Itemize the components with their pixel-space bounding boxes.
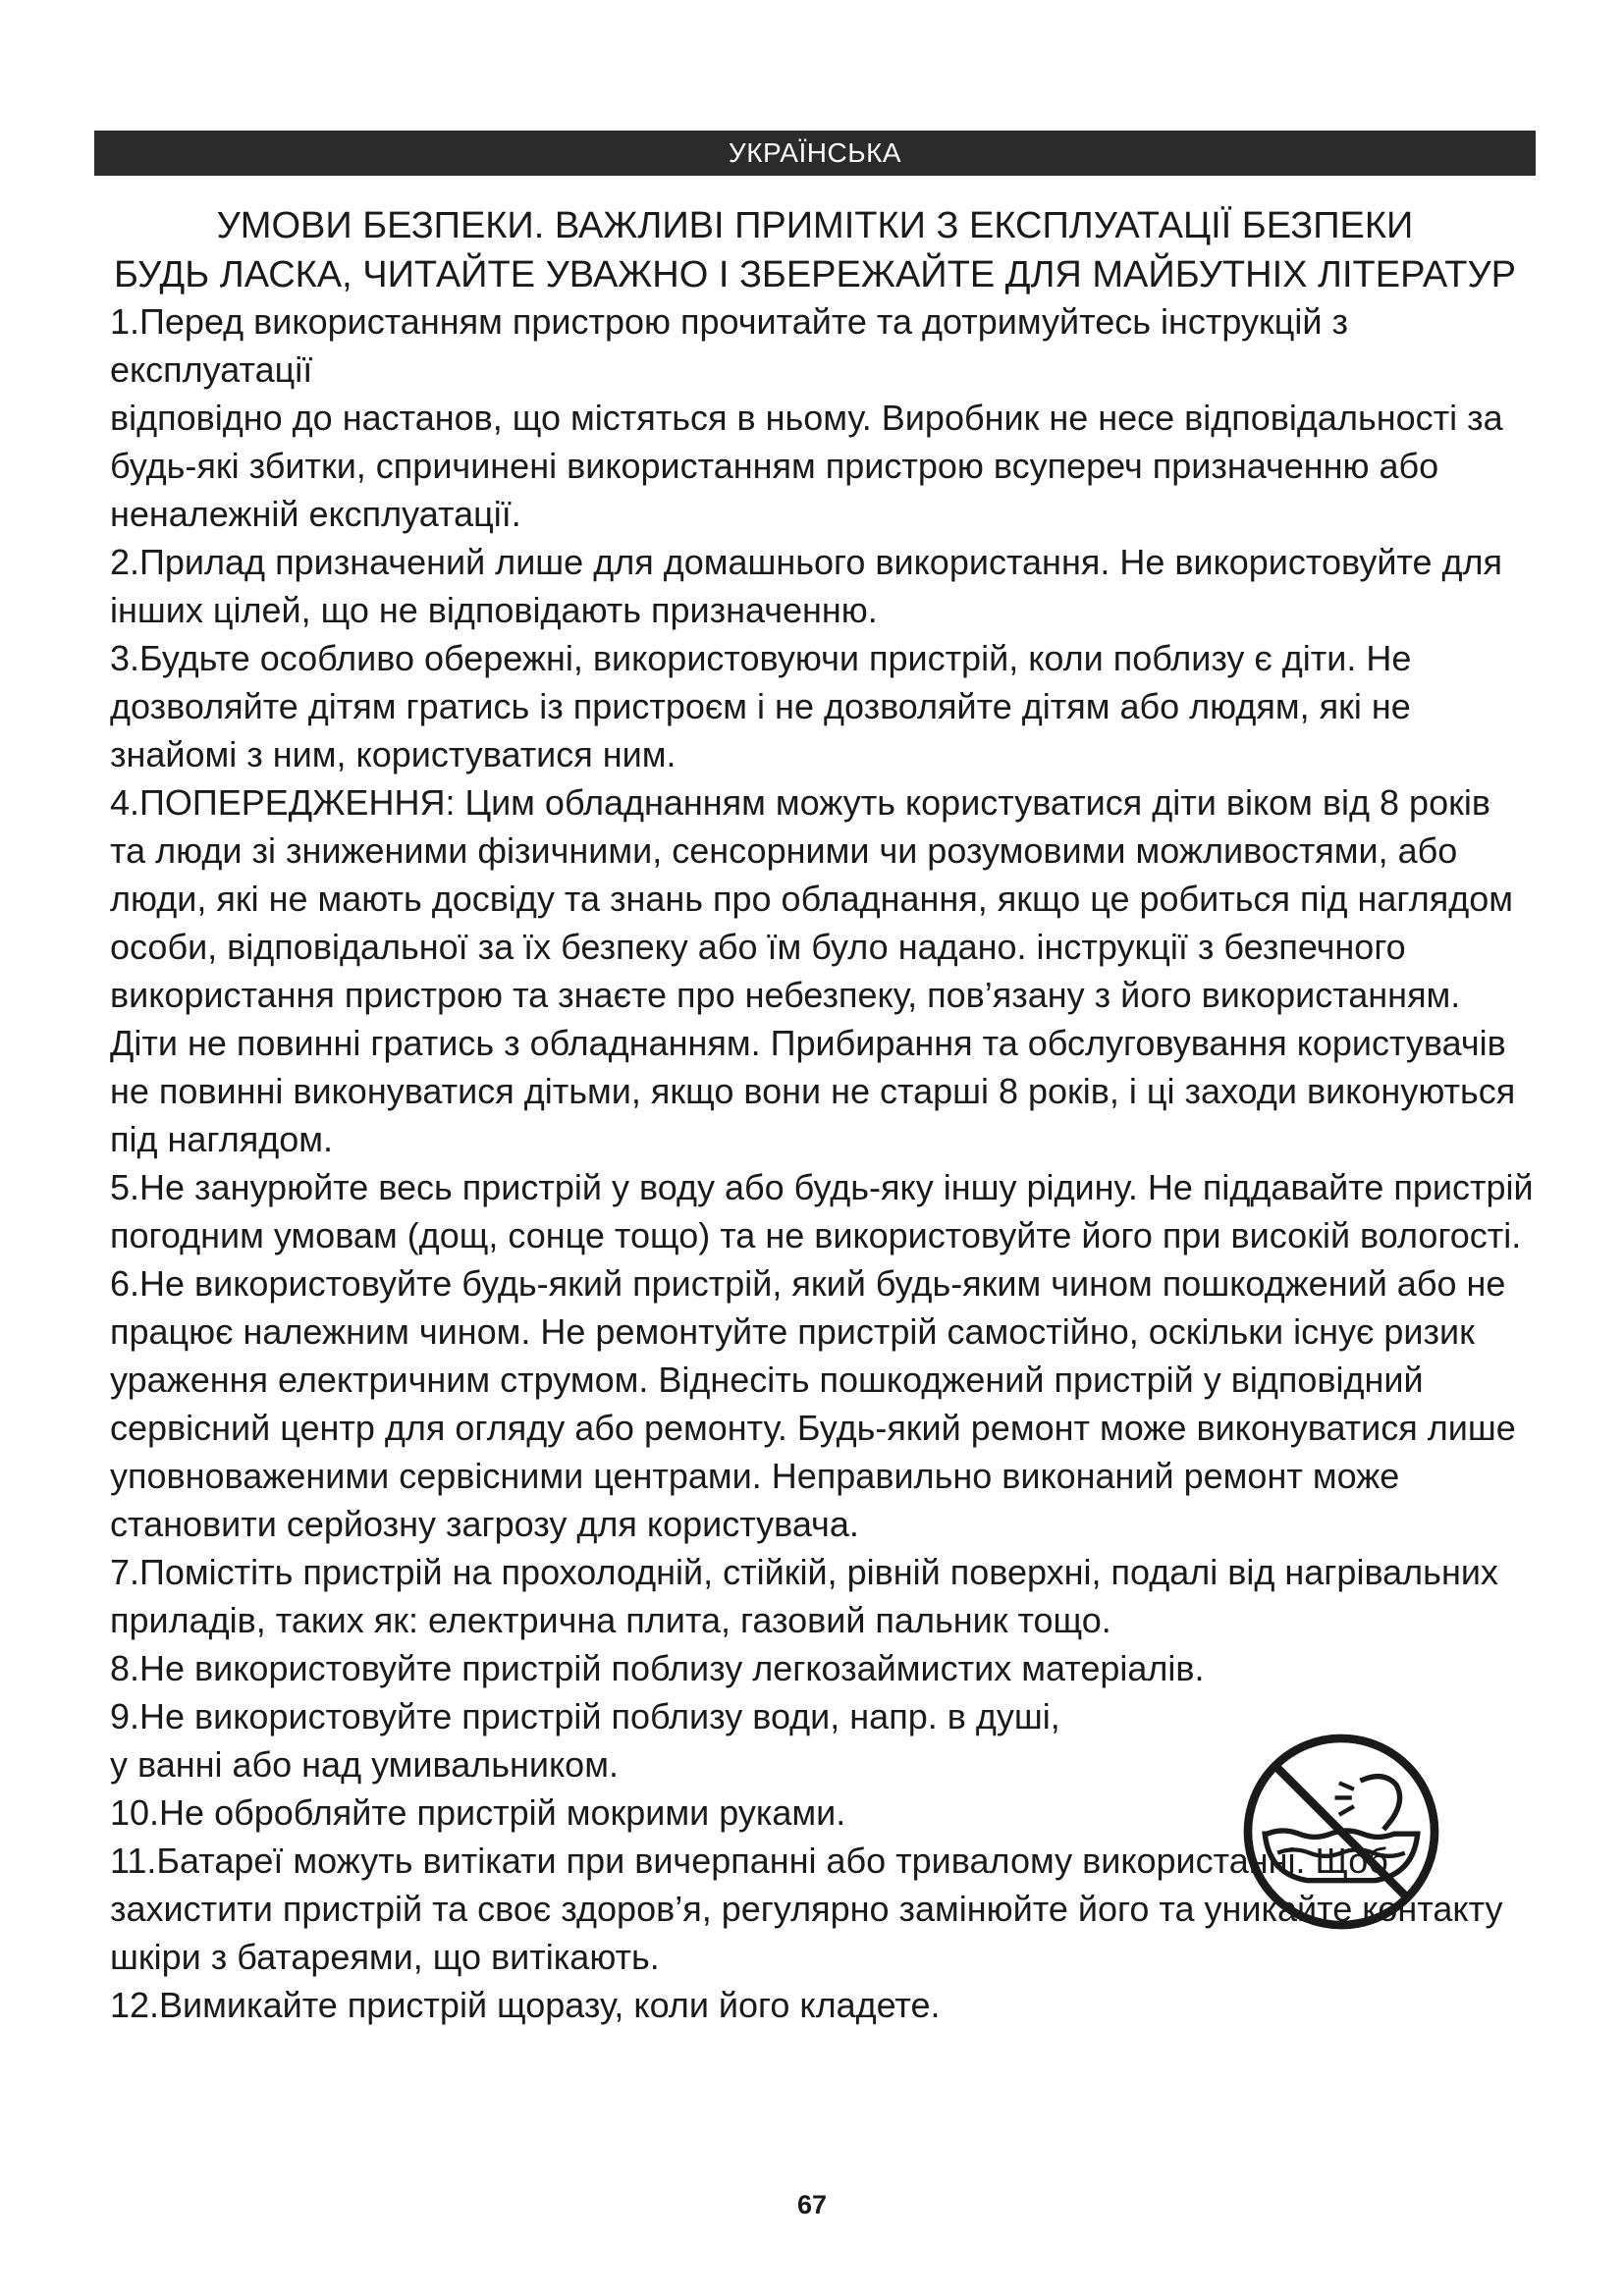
water-wave: [1277, 1849, 1405, 1855]
instruction-item-1: 1.Перед використанням пристрою прочитайте та дотримуйтесь інструкцій з експлуатації: [110, 301, 1348, 390]
instruction-item-7: 7.Помістіть пристрій на прохолодній, стійкій, рівній поверхні, подалі від нагрівальних приладів, таких як: електрична плита, газовий пальник тощо.: [110, 1552, 1498, 1640]
instruction-item-9: 9.Не використовуйте пристрій поблизу води, напр. в душі,: [110, 1696, 1060, 1736]
language-header-bar: [94, 131, 1536, 176]
instruction-item-12: 12.Вимикайте пристрій щоразу, коли його кладете.: [110, 1985, 941, 2025]
instruction-item-11: 11.Батареї можуть витікати при вичерпанні або тривалому використанні. Щоб захистити пристрій та своє здоров’я, регулярно замінюйте його та уникайте контакту шкіри з батареями, що витікають.: [110, 1841, 1503, 1977]
title-line-1: УМОВИ БЕЗПЕКИ. ВАЖЛИВІ ПРИМІТКИ З ЕКСПЛУАТАЦІЇ БЕЗПЕКИ: [216, 205, 1414, 246]
safety-title: [94, 201, 1536, 299]
no-bath-water-icon: [1235, 1726, 1447, 1938]
instruction-item-2: 2.Прилад призначений лише для домашнього використання. Не використовуйте для інших цілей, що не відповідають призначенню.: [110, 542, 1503, 630]
title-line-2: БУДЬ ЛАСКА, ЧИТАЙТЕ УВАЖНО І ЗБЕРЕЖАЙТЕ ДЛЯ МАЙБУТНІХ ЛІТЕРАТУР: [114, 254, 1516, 295]
instruction-item-6: 6.Не використовуйте будь-який пристрій, який будь-яким чином пошкоджений або не працює належним чином. Не ремонтуйте пристрій самостійно, оскільки існує ризик ураження електричним струмом. Віднесіть пошкоджений пристрій у відповідний сервісний центр для огляду або ремонту. Будь-який ремонт може виконуватися лише уповноваженими сервісними центрами. Неправильно виконаний ремонт може становити серйозну загрозу для користувача.: [110, 1263, 1516, 1544]
instruction-item-5: 5.Не занурюйте весь пристрій у воду або будь-яку іншу рідину. Не піддавайте пристрій погодним умовам (дощ, сонце тощо) та не використовуйте його при високій вологості.: [110, 1167, 1534, 1255]
instruction-item-10: 10.Не обробляйте пристрій мокрими руками.: [110, 1792, 846, 1833]
spray-lines: [1335, 1783, 1354, 1814]
instruction-item-8: 8.Не використовуйте пристрій поблизу легкозаймистих матеріалів.: [110, 1648, 1205, 1688]
page-number: 67: [796, 2190, 828, 2219]
instruction-item-4: 4.ПОПЕРЕДЖЕННЯ: Цим обладнанням можуть користуватися діти віком від 8 років та люди зі зниженими фізичними, сенсорними чи розумовими можливостями, або люди, які не мають досвіду та знань про обладнання, якщо це робиться під наглядом особи, відповідальної за їх безпеку або їм було надано. інструкції з безпечного використання пристрою та знаєте про небезпеку, пов’язану з його використанням. Діти не повинні гратись з обладнанням. Прибирання та обслуговування користувачів не повинні виконуватися дітьми, якщо вони не старші 8 років, і ці заходи виконуються під наглядом.: [110, 782, 1516, 1159]
instruction-item-1-continued: відповідно до настанов, що містяться в ньому. Виробник не несе відповідальності за будь-які збитки, спричинені використанням пристрою всупереч призначенню або неналежній експлуатації.: [110, 398, 1503, 534]
instruction-item-3: 3.Будьте особливо обережні, використовуючи пристрій, коли поблизу є діти. Не дозволяйте дітям гратись із пристроєм і не дозволяйте дітям або людям, які не знайомі з ним, користуватися ним.: [110, 638, 1412, 774]
instruction-item-9-continued: у ванні або над умивальником.: [110, 1744, 619, 1785]
device-shape: [1360, 1777, 1399, 1830]
language-label: УКРАЇНСЬКА: [728, 137, 902, 168]
